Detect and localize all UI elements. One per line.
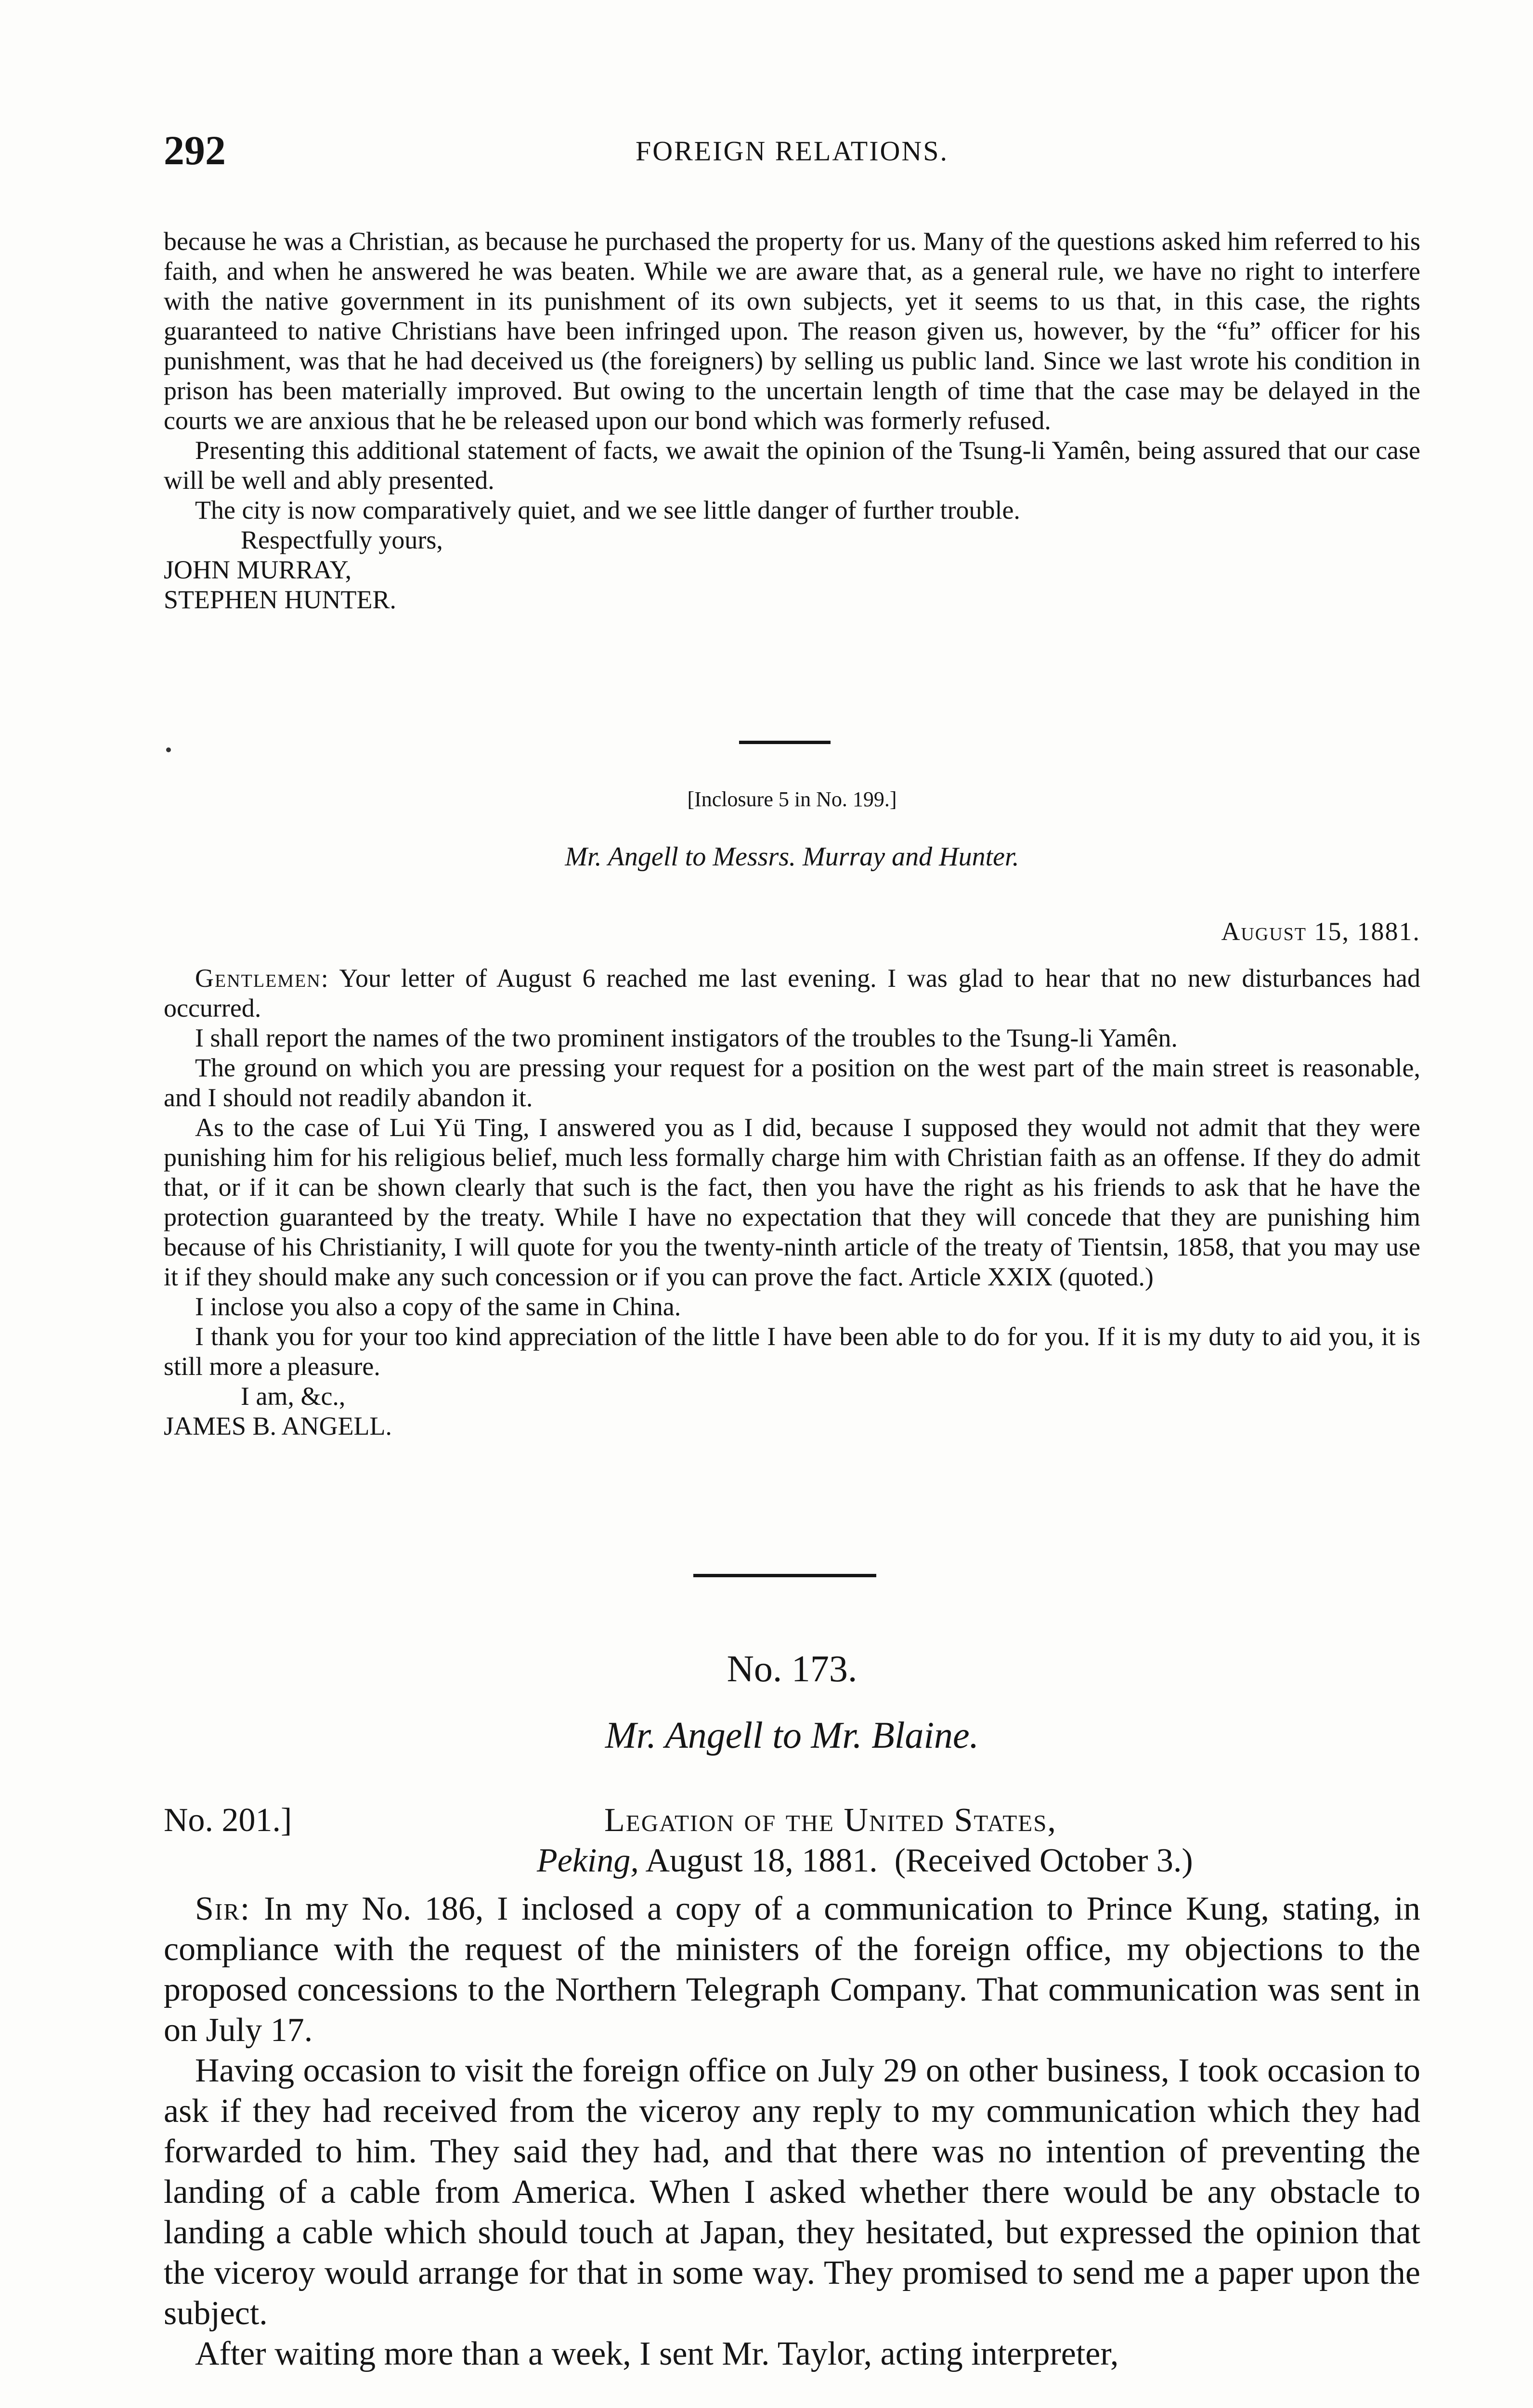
page-number: 292 <box>164 127 226 173</box>
paragraph: Presenting this additional statement of facts, we await the opinion of the Tsung-li Yamên, being assured that our case will be well and ably presented. <box>164 436 1420 495</box>
paragraph: I inclose you also a copy of the same in China. <box>195 1292 681 1321</box>
inclosure-title: Mr. Angell to Messrs. Murray and Hunter. <box>565 842 1019 872</box>
signature: JOHN MURRAY, <box>164 555 352 584</box>
paragraph: Your letter of August 6 reached me last evening. I was glad to hear that no new disturbances had occurred. <box>164 964 1420 1022</box>
separator-rule <box>693 1574 876 1577</box>
separator-rule <box>739 741 831 744</box>
place: Peking, <box>537 1842 639 1879</box>
dateline <box>537 1842 1193 1880</box>
page-header <box>164 126 1420 184</box>
date: August 18, 1881. <box>645 1842 878 1879</box>
document-number: No. 173. <box>727 1648 857 1689</box>
dispatch-reference: No. 201.] <box>164 1802 292 1839</box>
running-title: FOREIGN RELATIONS. <box>635 135 949 167</box>
inclosure-section <box>164 787 1420 946</box>
paragraph: I shall report the names of the two prominent instigators of the troubles to the Tsung-li Yamên. <box>195 1023 1178 1052</box>
paragraph: After waiting more than a week, I sent Mr. Taylor, acting interpreter, <box>195 2335 1119 2372</box>
inclosure-date: August 15, 1881. <box>1221 917 1420 946</box>
signature: STEPHEN HUNTER. <box>164 585 396 614</box>
document-173-heading <box>164 1647 1420 1757</box>
salutation: Gentlemen: <box>195 964 329 993</box>
letter-murray-hunter <box>164 226 1420 615</box>
received-note: (Received October 3.) <box>894 1842 1193 1879</box>
paragraph: The city is now comparatively quiet, and we see little danger of further trouble. <box>195 496 1020 524</box>
paragraph: As to the case of Lui Yü Ting, I answered you as I did, because I supposed they would not admit that they were punishing him for his religious belief, much less formally charge him with Christian faith as an offense. If they do admit that, or if it can be shown clearly that such is the fact, then you have the right as his friends to ask that he have the protection guaranteed by the treaty. While I have no expectation that they will concede that they are punishing him because of his Christianity, I will quote for you the twenty-ninth article of the treaty of Tientsin, 1858, that you may use it if they should make any such concession or if you can prove the fact. Article XXIX (quoted.) <box>164 1113 1420 1291</box>
inclosure-letter-body <box>164 963 1420 1441</box>
paragraph: In my No. 186, I inclosed a copy of a communication to Prince Kung, stating, in compliance with the request of the ministers of the foreign office, my objections to the proposed concessions to the Northern Telegraph Company. That communication was sent in on July 17. <box>164 1890 1421 2049</box>
document-title: Mr. Angell to Mr. Blaine. <box>605 1714 979 1756</box>
inclosure-label: [Inclosure 5 in No. 199.] <box>687 787 897 811</box>
closing: Respectfully yours, <box>241 525 443 554</box>
document-173-body <box>164 1889 1420 2374</box>
signature: JAMES B. ANGELL. <box>164 1412 392 1440</box>
salutation: Sir: <box>195 1890 251 1927</box>
paragraph: Having occasion to visit the foreign office on July 29 on other business, I took occasion to ask if they had received from the viceroy any reply to my communication which they had forwarded to him. They said they had, and that there was no intention of preventing the landing of a cable from America. When I asked whether there would be any obstacle to landing a cable which should touch at Japan, they hesitated, but expressed the opinion that the viceroy would arrange for that in some way. They promised to send me a paper upon the subject. <box>164 2052 1420 2332</box>
legation-name: Legation of the United States, <box>604 1802 1057 1839</box>
document-173-dateline <box>164 1801 1420 1888</box>
closing: I am, &c., <box>241 1382 346 1411</box>
paragraph: The ground on which you are pressing your request for a position on the west part of the main street is reasonable, and I should not readily abandon it. <box>164 1053 1420 1112</box>
paragraph: I thank you for your too kind appreciation of the little I have been able to do for you. If it is my duty to aid you, it is still more a pleasure. <box>164 1322 1420 1381</box>
paragraph: because he was a Christian, as because he purchased the property for us. Many of the questions asked him referred to his faith, and when he answered he was beaten. While we are aware that, as a general rule, we have no right to interfere with the native government in its punishment of its own subjects, yet it seems to us that, in this case, the rights guaranteed to native Christians have been infringed upon. The reason given us, however, by the “fu” officer for his punishment, was that he had deceived us (the foreigners) by selling us public land. Since we last wrote his condition in prison has been materially improved. But owing to the uncertain length of time that the case may be delayed in the courts we are anxious that he be released upon our bond which was formerly refused. <box>164 227 1420 435</box>
speck <box>166 747 171 752</box>
